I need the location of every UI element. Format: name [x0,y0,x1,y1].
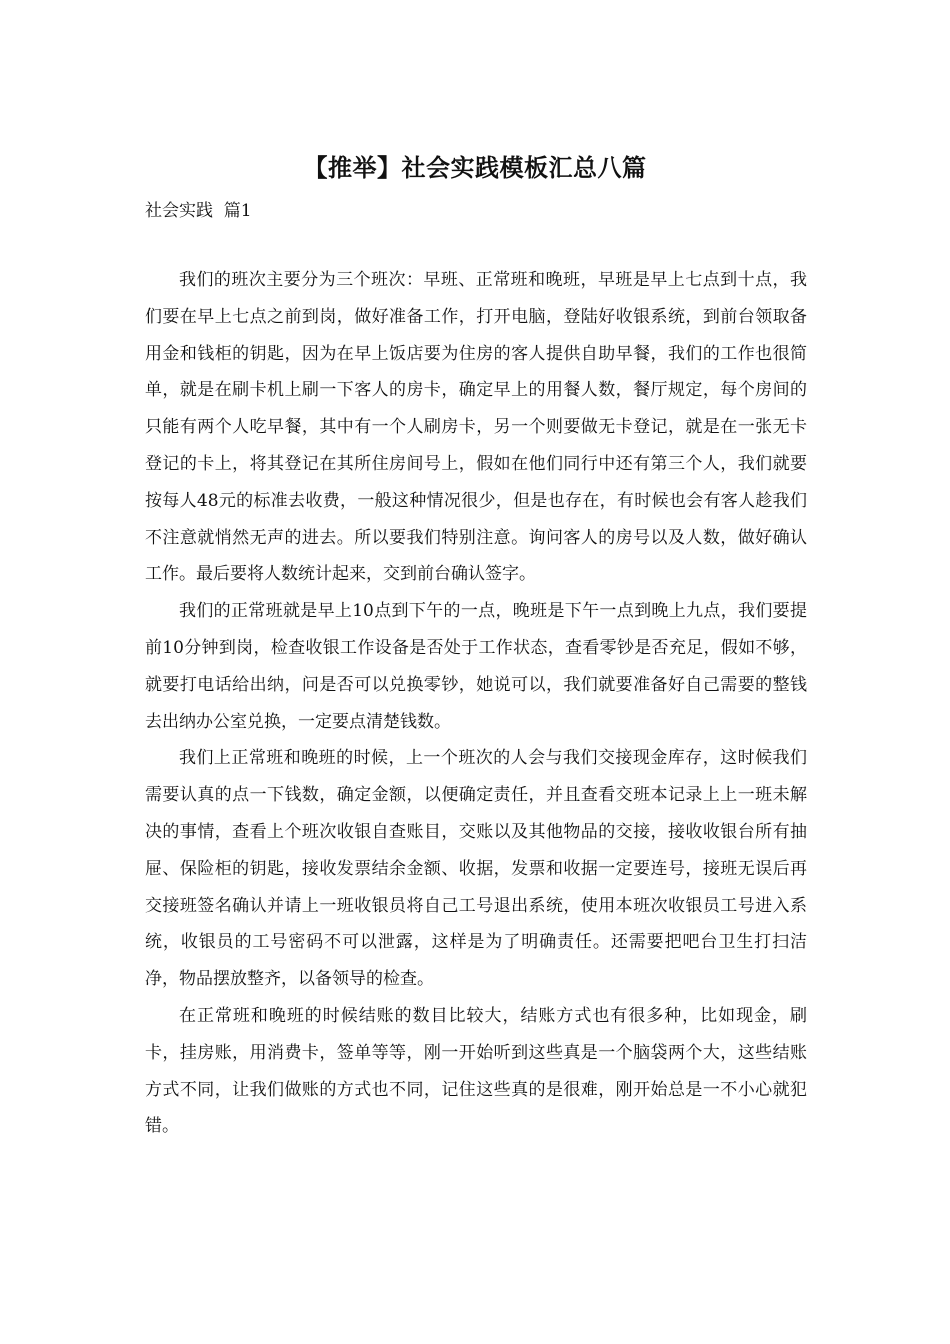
paragraph: 我们上正常班和晚班的时候，上一个班次的人会与我们交接现金库存，这时候我们需要认真的点一下钱数，确定金额，以便确定责任，并且查看交班本记录上上一班未解决的事情，查看上个班次收银自查账目，交账以及其他物品的交接，接收收银台所有抽屉、保险柜的钥匙，接收发票结余金额、收据，发票和收据一定要连号，接班无误后再交接班签名确认并请上一班收银员将自己工号退出系统，使用本班次收银员工号进入系统，收银员的工号密码不可以泄露，这样是为了明确责任。还需要把吧台卫生打扫洁净，物品摆放整齐，以备领导的检查。 [145,748,807,990]
paragraph: 在正常班和晚班的时候结账的数目比较大，结账方式也有很多种，比如现金，刷卡，挂房账，用消费卡，签单等等，刚一开始听到这些真是一个脑袋两个大，这些结账方式不同，让我们做账的方式也不同，记住这些真的是很难，刚开始总是一不小心就犯错。 [145,1005,807,1137]
body-text [145,262,807,1145]
paragraph: 我们的班次主要分为三个班次：早班、正常班和晚班，早班是早上七点到十点，我们要在早上七点之前到岗，做好准备工作，打开电脑，登陆好收银系统，到前台领取备用金和钱柜的钥匙，因为在早上饭店要为住房的客人提供自助早餐，我们的工作也很简单，就是在刷卡机上刷一下客人的房卡，确定早上的用餐人数，餐厅规定，每个房间的只能有两个人吃早餐，其中有一个人刷房卡，另一个则要做无卡登记，就是在一张无卡登记的卡上，将其登记在其所住房间号上，假如在他们同行中还有第三个人，我们就要按每人48元的标准去收费，一般这种情况很少，但是也存在，有时候也会有客人趁我们不注意就悄然无声的进去。所以要我们特别注意。询问客人的房号以及人数，做好确认工作。最后要将人数统计起来，交到前台确认签字。 [145,270,807,585]
paragraph: 我们的正常班就是早上10点到下午的一点，晚班是下午一点到晚上九点，我们要提前10分钟到岗，检查收银工作设备是否处于工作状态，查看零钞是否充足，假如不够，就要打电话给出纳，问是否可以兑换零钞，她说可以，我们就要准备好自己需要的整钱去出纳办公室兑换，一定要点清楚钱数。 [145,601,807,732]
section-heading: 社会实践 篇1 [145,201,252,221]
document-title: 【推举】社会实践模板汇总八篇 [303,153,647,182]
